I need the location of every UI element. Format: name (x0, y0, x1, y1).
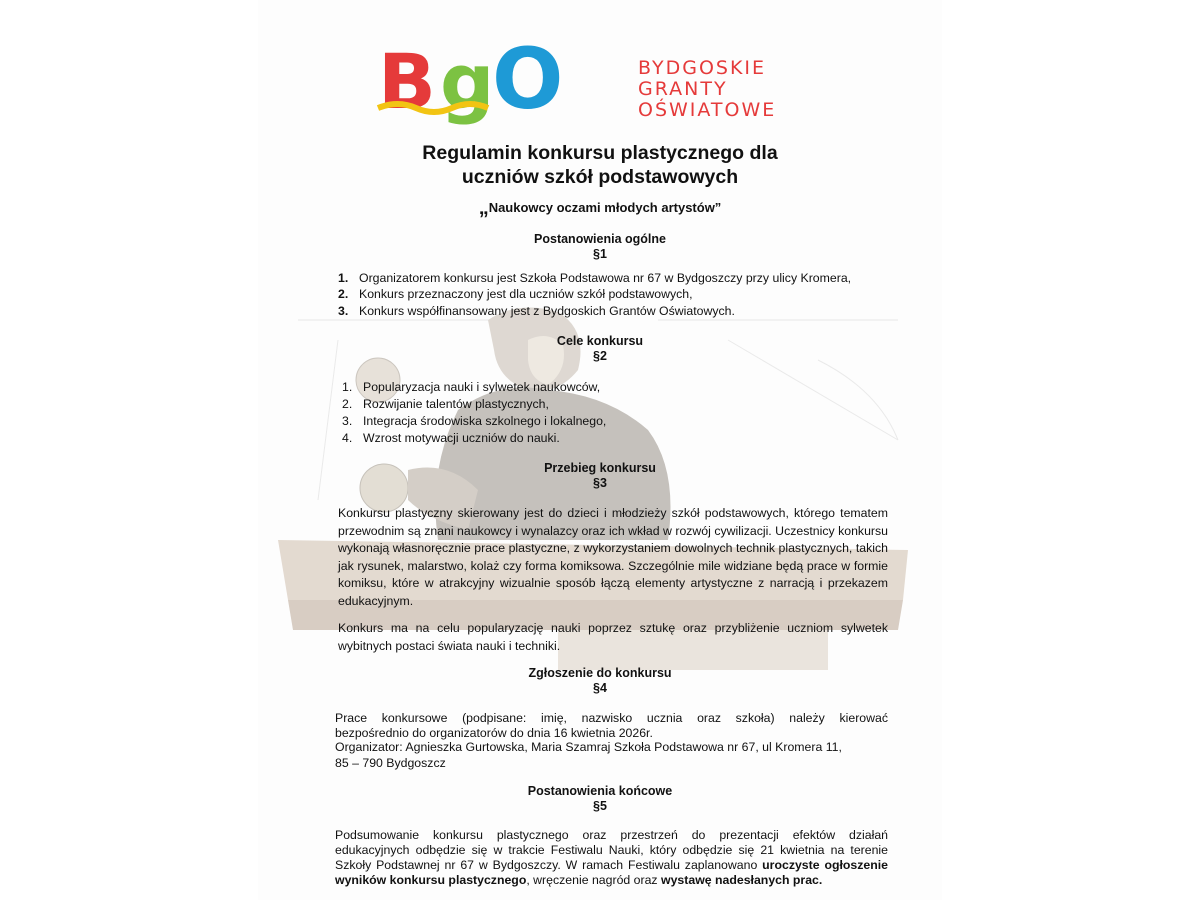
section-number: §4 (593, 681, 607, 695)
bgo-logo-mark (376, 38, 636, 130)
document-title-line-2: uczniów szkół podstawowych (461, 166, 739, 188)
logo-letter-o: O (492, 38, 564, 128)
text-line (335, 873, 888, 889)
list-text: Popularyzacja nauki i sylwetek naukowców, (363, 380, 601, 394)
section-number: §5 (593, 799, 607, 813)
text-line: Organizator: Agnieszka Gurtowska, Maria Szamraj Szkoła Podstawowa nr 67, ul Kromera 11, (335, 740, 842, 754)
contest-subtitle (258, 197, 942, 220)
list-number: 3. (338, 304, 349, 318)
section-number: §1 (593, 247, 607, 261)
list-text: Konkurs współfinansowany jest z Bydgoskich Grantów Oświatowych. (359, 304, 735, 318)
bold-text: wyników konkursu plastycznego (335, 873, 527, 887)
open-quote: „ (478, 197, 489, 219)
bold-text: wystawę nadesłanych prac. (661, 873, 823, 887)
list-item (342, 413, 606, 429)
section-number: §3 (593, 476, 607, 490)
list-text: Integracja środowiska szkolnego i lokalnego, (363, 414, 607, 428)
list-item (342, 396, 549, 412)
bgo-logo (376, 38, 816, 130)
text-line: 85 – 790 Bydgoszcz (335, 756, 446, 770)
section-heading: Cele konkursu (556, 334, 644, 348)
list-number: 1. (342, 380, 353, 394)
section-heading: Przebieg konkursu (544, 461, 656, 475)
list-number: 4. (342, 431, 353, 445)
list-text: Konkurs przeznaczony jest dla uczniów szkół podstawowych, (359, 287, 693, 301)
text-line: edukacyjnych odbędzie się w trakcie Festiwalu Nauki, który odbędzie się 21 kwietnia na terenie (335, 843, 888, 857)
list-number: 1. (338, 271, 349, 285)
bold-text: uroczyste ogłoszenie (762, 858, 888, 872)
text-line: Podsumowanie konkursu plastycznego oraz przestrzeń do prezentacji efektów działań (335, 828, 888, 842)
section-heading: Postanowienia ogólne (534, 232, 666, 246)
list-item (338, 270, 851, 286)
paragraph: Konkurs ma na celu popularyzację nauki poprzez sztukę oraz przybliżenie uczniom sylwetek wybitnych postaci świata nauki i techniki. (338, 621, 888, 653)
logo-word-3: OŚWIATOWE (638, 99, 777, 121)
section-number: §2 (593, 349, 607, 363)
logo-word-2: GRANTY (638, 78, 728, 100)
list-text: Wzrost motywacji uczniów do nauki. (363, 431, 560, 445)
section-heading: Postanowienia końcowe (527, 784, 673, 798)
list-number: 2. (342, 397, 353, 411)
contest-name: Naukowcy oczami młodych artystów” (488, 200, 722, 215)
list-number: 2. (338, 287, 349, 301)
list-item (338, 286, 693, 302)
list-text: Organizatorem konkursu jest Szkoła Podstawowa nr 67 w Bydgoszczy przy ulicy Kromera, (359, 271, 852, 285)
list-item (338, 303, 735, 319)
text-line (335, 858, 888, 874)
list-item (342, 379, 600, 395)
list-number: 3. (342, 414, 353, 428)
document-title-line-1: Regulamin konkursu plastycznego dla (422, 142, 778, 164)
text-line: bezpośrednio do organizatorów do dnia 16 kwietnia 2026r. (335, 726, 653, 740)
text-run: , wręczenie nagród oraz (526, 873, 658, 887)
paragraph: Konkursu plastyczny skierowany jest do dzieci i młodzieży szkół podstawowych, którego tematem przewodnim są znani naukowcy i wynalazcy oraz ich wkład w rozwój cywilizacji. Uczestnicy konkursu wykonają własnoręcznie prace plastyczne, z wykorzystaniem dowolnych technik plastycznych, takich jak rysunek, malarstwo, kolaż czy forma komiksowa. Szczególnie mile widziane będą prace w formie komiksu, które w atrakcyjny wizualnie sposób łączą elementy artystyczne z narracją i przekazem edukacyjnym. (338, 506, 888, 608)
logo-word-1: BYDGOSKIE (638, 57, 767, 79)
logo-letter-g: g (440, 38, 495, 126)
text-run: Szkoły Podstawnej nr 67 w Bydgoszczy. W ramach Festiwalu zaplanowano (335, 858, 758, 872)
list-text: Rozwijanie talentów plastycznych, (363, 397, 549, 411)
list-item (342, 430, 560, 446)
document-page (258, 0, 942, 900)
logo-letter-b: B (378, 38, 436, 126)
section-heading: Zgłoszenie do konkursu (528, 666, 672, 680)
text-line: Prace konkursowe (podpisane: imię, nazwisko ucznia oraz szkoła) należy kierować (335, 711, 888, 725)
